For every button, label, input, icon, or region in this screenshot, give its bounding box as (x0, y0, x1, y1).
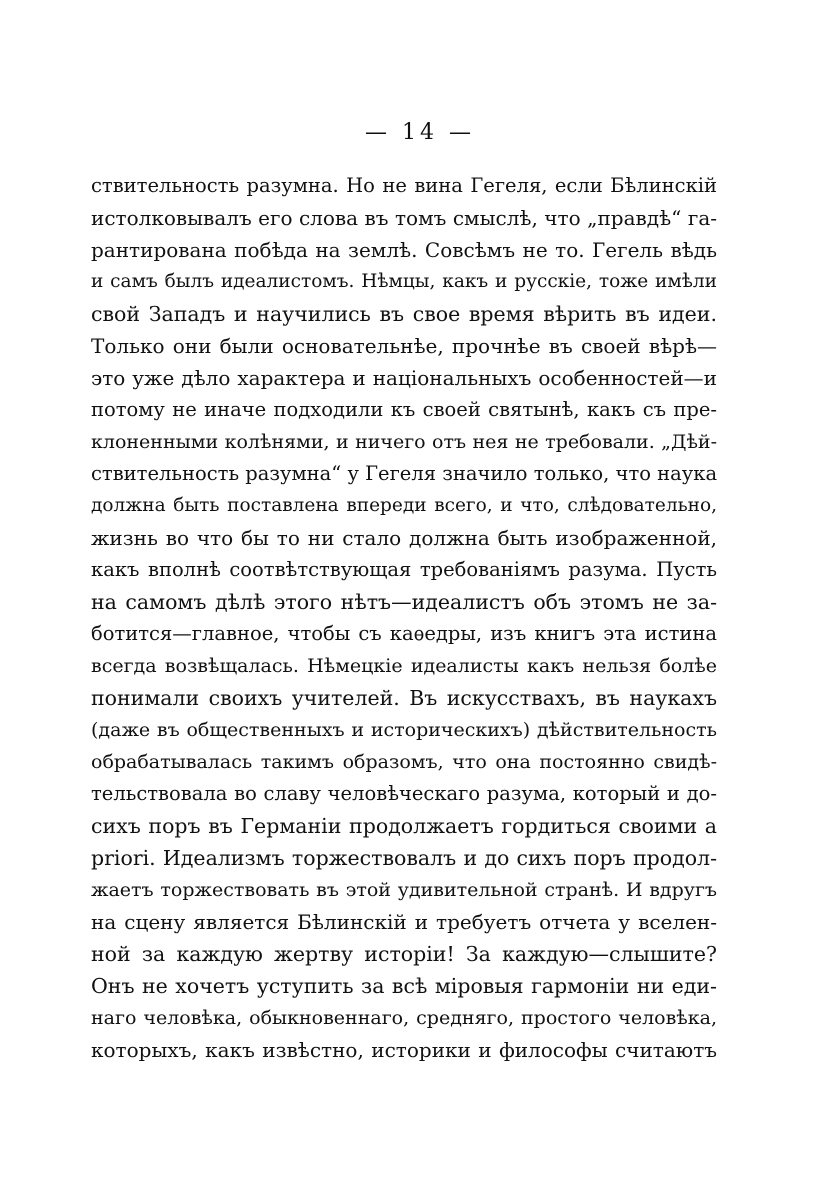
text-line: ствительность разумна“ у Гегеля значило только, что наука (91, 462, 717, 485)
text-line: обрабатывалась такимъ образомъ, что она постоянно свидѣ- (91, 751, 717, 773)
text-line: Только они были основательнѣе, прочнѣе въ своей вѣрѣ— (91, 334, 717, 358)
page-number: — 14 — (365, 120, 475, 145)
text-line: рантирована побѣда на землѣ. Совсѣмъ не то. Гегель вѣдь (91, 238, 717, 262)
text-line: жизнь во что бы то ни стало должна быть изображенной, (91, 526, 717, 550)
text-line: потому не иначе подходили къ своей святынѣ, какъ съ пре- (91, 398, 717, 421)
text-line: свой Западъ и научились въ свое время вѣрить въ идеи. (91, 302, 717, 326)
body-text (91, 170, 717, 1066)
text-line: на самомъ дѣлѣ этого нѣтъ—идеалистъ объ этомъ не за- (91, 590, 717, 614)
text-line: какъ вполнѣ соотвѣтствующая требованіямъ разума. Пусть (91, 558, 717, 581)
text-line: (даже въ общественныхъ и историческихъ) дѣйствительность (91, 719, 717, 741)
text-line: это уже дѣло характера и національныхъ особенностей—и (91, 366, 717, 390)
text-line: на сцену является Бѣлинскій и требуетъ отчета у вселен- (91, 910, 717, 934)
text-line: жаетъ торжествовать въ этой удивительной странѣ. И вдругъ (91, 879, 717, 901)
text-line: Онъ не хочетъ уступить за всѣ міровыя гармоніи ни еди- (91, 974, 717, 998)
text-line: понимали своихъ учителей. Въ искусствахъ, въ наукахъ (91, 686, 717, 710)
text-line: должна быть поставлена впереди всего, и что, слѣдовательно, (91, 495, 717, 516)
text-line: тельствовала во славу человѣческаго разума, который и до- (91, 782, 717, 805)
text-line: ствительность разумна. Но не вина Гегеля, если Бѣлинскій (91, 174, 717, 197)
text-line: истолковывалъ его слова въ томъ смыслѣ, что „правдѣ“ га- (91, 206, 717, 230)
text-line: всегда возвѣщалась. Нѣмецкіе идеалисты какъ нельзя болѣе (91, 655, 717, 677)
text-line: ботится—главное, чтобы съ каѳедры, изъ книгъ эта истина (91, 622, 717, 645)
text-line: и самъ былъ идеалистомъ. Нѣмцы, какъ и русскіе, тоже имѣли (91, 271, 717, 292)
text-line: ной за каждую жертву исторіи! За каждую—слышите? (91, 942, 717, 966)
text-line: клоненными колѣнями, и ничего отъ нея не требовали. „Дѣй- (91, 431, 717, 453)
text-line: которыхъ, какъ извѣстно, историки и философы считаютъ (91, 1038, 717, 1062)
text-line: сихъ поръ въ Германіи продолжаетъ гордиться своими a (91, 814, 717, 838)
text-line: priori. Идеализмъ торжествовалъ и до сихъ поръ продол- (91, 846, 717, 870)
text-line: наго человѣка, обыкновеннаго, средняго, простого человѣка, (91, 1007, 717, 1029)
